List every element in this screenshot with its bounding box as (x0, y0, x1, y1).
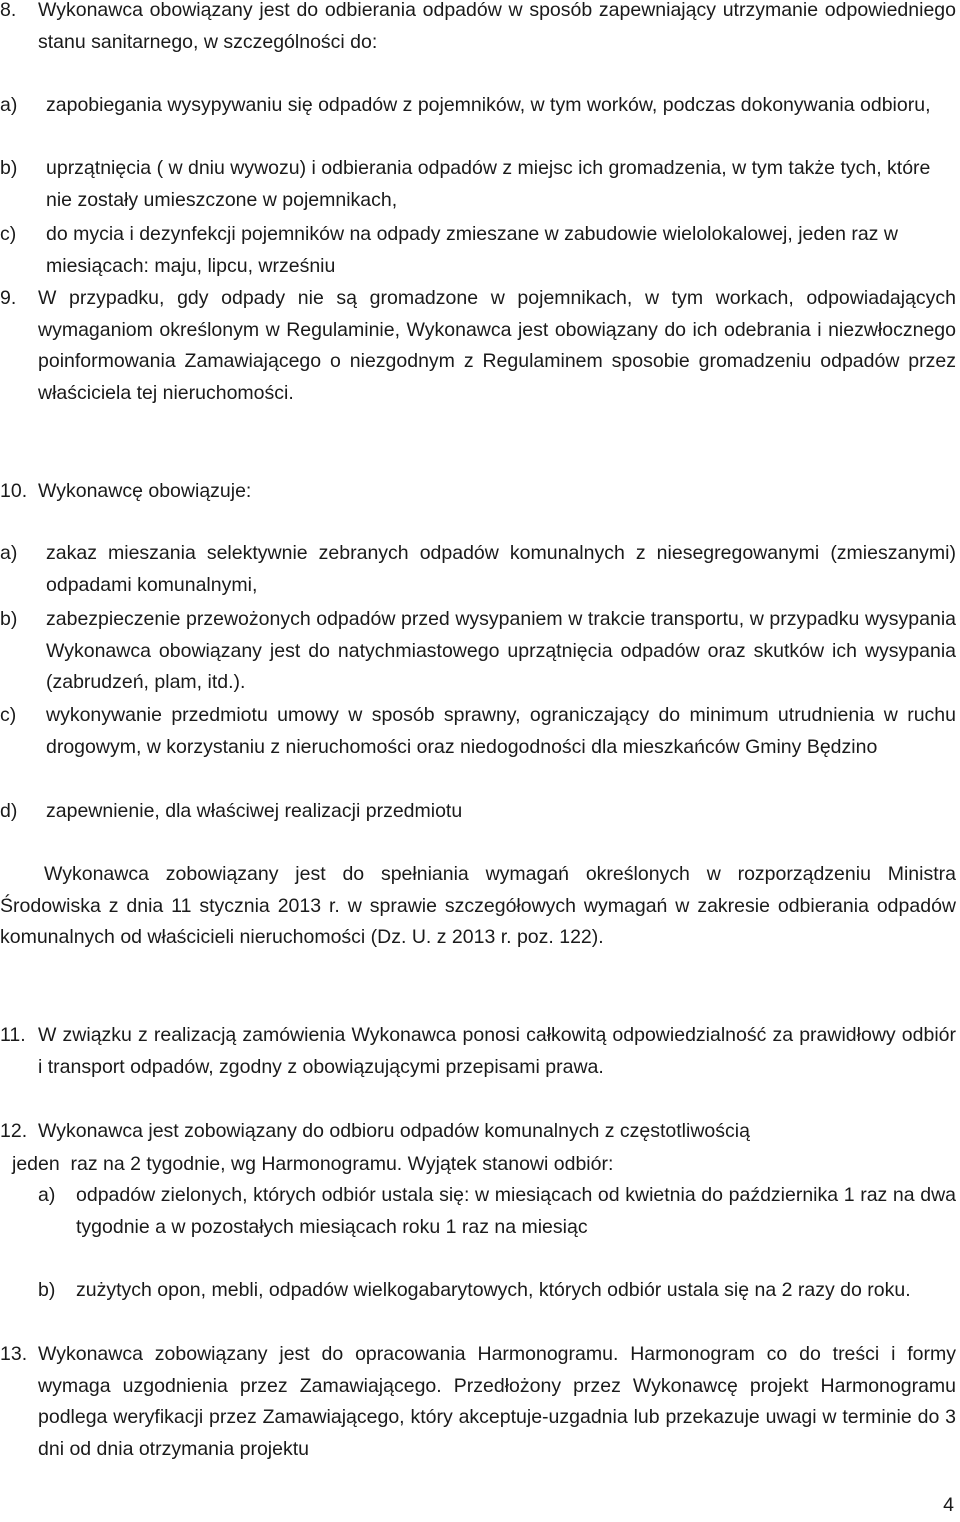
paragraph-number: 10. (0, 480, 28, 502)
paragraph-13 (0, 1339, 956, 1465)
paragraph-12-continuation: jeden raz na 2 tygodnie, wg Harmonogramu. Wyjątek stanowi odbiór: (12, 1153, 614, 1175)
list-label: c) (0, 704, 17, 726)
list-label: d) (0, 800, 18, 822)
paragraph-number: 13. (0, 1343, 28, 1365)
paragraph-number: 8. (0, 0, 17, 21)
paragraph-text: Wykonawca jest zobowiązany do odbioru odpadów komunalnych z częstotliwością (38, 1120, 750, 1142)
paragraph-8 (0, 0, 956, 58)
list-item-8c (0, 219, 956, 282)
list-label: b) (0, 608, 18, 630)
list-item-8b (0, 153, 956, 216)
paragraph-number: 9. (0, 287, 17, 309)
list-item-8a (0, 90, 956, 122)
paragraph-number: 12. (0, 1120, 28, 1142)
list-label: c) (0, 223, 17, 245)
list-item-10d (0, 796, 956, 828)
list-text: wykonywanie przedmiotu umowy w sposób sprawny, ograniczający do minimum utrudnienia w ruchu drogowym, w korzystaniu z nieruchomości oraz niedogodności dla mieszkańców Gminy Będzino (46, 704, 956, 758)
paragraph-text: W przypadku, gdy odpady nie są gromadzone w pojemnikach, w tym workach, odpowiadających wymaganiom określonym w Regulaminie, Wykonawca jest obowiązany do ich odebrania i niezwłocznego poinformowania Zamawiającego o niezgodnym z Regulaminem sposobie gromadzeniu odpadów przez właściciela tej nieruchomości. (38, 287, 956, 404)
list-item-10a (0, 538, 956, 601)
paragraph-11 (0, 1020, 956, 1083)
list-label: b) (0, 157, 18, 179)
list-text: uprzątnięcia ( w dniu wywozu) i odbierania odpadów z miejsc ich gromadzenia, w tym także tych, które nie zostały umieszczone w pojemnikach, (46, 157, 931, 211)
list-text: zabezpieczenie przewożonych odpadów przed wysypaniem w trakcie transportu, w przypadku wysypania Wykonawca obowiązany jest do natychmiastowego uprzątnięcia odpadów oraz skutków ich wysypania (zabrudzeń, plam, itd.). (46, 608, 956, 693)
list-label: b) (38, 1279, 56, 1301)
page-number: 4 (943, 1494, 954, 1516)
paragraph-text: Wykonawca zobowiązany jest do opracowania Harmonogramu. Harmonogram co do treści i formy wymaga uzgodnienia przez Zamawiającego. Przedłożony przez Wykonawcę projekt Harmonogramu podlega weryfikacji przez Zamawiającego, który akceptuje-uzgadnia lub przekazuje uwagi w terminie do 3 dni od dnia otrzymania projektu (38, 1343, 956, 1460)
regulation-paragraph: Wykonawca zobowiązany jest do spełniania wymagań określonych w rozporządzeniu Ministra Środowiska z dnia 11 stycznia 2013 r. w sprawie szczegółowych wymagań w zakresie odbierania odpadów komunalnych od właścicieli nieruchomości (Dz. U. z 2013 r. poz. 122). (0, 863, 956, 948)
list-text: zakaz mieszania selektywnie zebranych odpadów komunalnych z niesegregowanymi (zmieszanymi) odpadami komunalnymi, (46, 542, 956, 596)
list-item-10c (0, 700, 956, 763)
list-label: a) (0, 94, 18, 116)
paragraph-12 (0, 1116, 956, 1148)
list-text: odpadów zielonych, których odbiór ustala się: w miesiącach od kwietnia do października 1 raz na dwa tygodnie a w pozostałych miesiącach roku 1 raz na miesiąc (76, 1184, 956, 1238)
list-item-12b (0, 1275, 956, 1307)
list-label: a) (0, 542, 18, 564)
paragraph-9 (0, 283, 956, 409)
list-item-12a (0, 1180, 956, 1243)
paragraph-text: Wykonawcę obowiązuje: (38, 480, 252, 502)
list-label: a) (38, 1184, 56, 1206)
paragraph-number: 11. (0, 1024, 26, 1046)
list-item-10b (0, 604, 956, 699)
list-text: zużytych opon, mebli, odpadów wielkogabarytowych, których odbiór ustala się na 2 razy do roku. (76, 1279, 911, 1301)
paragraph-text: W związku z realizacją zamówienia Wykonawca ponosi całkowitą odpowiedzialność za prawidłowy odbiór i transport odpadów, zgodny z obowiązującymi przepisami prawa. (38, 1024, 956, 1078)
list-text: do mycia i dezynfekcji pojemników na odpady zmieszane w zabudowie wielolokalowej, jeden raz w miesiącach: maju, lipcu, wrześniu (46, 223, 898, 277)
paragraph-text: Wykonawca obowiązany jest do odbierania odpadów w sposób zapewniający utrzymanie odpowiedniego stanu sanitarnego, w szczególności do: (38, 0, 956, 53)
list-text: zapewnienie, dla właściwej realizacji przedmiotu (46, 800, 463, 822)
list-text: zapobiegania wysypywaniu się odpadów z pojemników, w tym worków, podczas dokonywania odbioru, (46, 94, 931, 116)
paragraph-10 (0, 476, 956, 508)
